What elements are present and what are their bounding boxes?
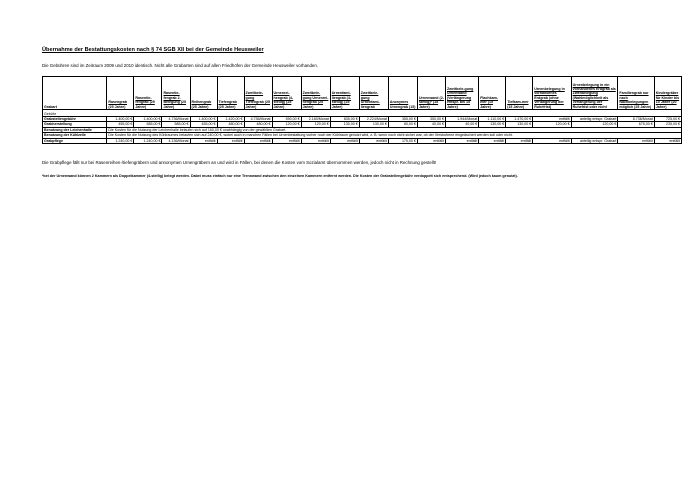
table-cell: 725,00 €: [654, 117, 681, 122]
column-header: Zweitbele-gung Urnenfami-liengrab: [359, 77, 388, 110]
table-cell: 120,00 €: [533, 122, 571, 127]
column-header: Rasentie-fengrab (25 Jahre): [134, 77, 162, 110]
table-cell: 1.420,00 €: [217, 117, 244, 122]
table-cell: 40,00 €: [417, 122, 445, 127]
table-cell: 675,00 €: [618, 122, 654, 127]
table-cell: entfällt: [244, 138, 272, 143]
table-cell: 4.736/Monat: [162, 117, 190, 122]
table-cell: entfällt: [217, 138, 244, 143]
table-cell: entfällt: [479, 138, 506, 143]
table-cell: entfällt: [301, 138, 330, 143]
intro-text: Die Gebühren sind im Zeitraum 2009 und 2010 identisch. Nicht alle Grabarten sind auf allen Friedhöfen der Gemeinde Heusweiler vorhanden.: [42, 63, 319, 68]
table-cell: 1.470,00 €: [506, 117, 533, 122]
table-cell: entfällt: [654, 138, 681, 143]
section-label: Gebühr: [43, 110, 682, 117]
table-cell: 1.400,00 €: [107, 117, 134, 122]
table-cell: entfällt: [417, 138, 445, 143]
table-cell: 4.736/Monat: [244, 117, 272, 122]
column-header: Zweitbele-gung Tiefengrab (25 Jahre): [244, 77, 272, 110]
table-cell: 1.944/Monat: [445, 117, 478, 122]
table-cell: 130,00 €: [506, 122, 533, 127]
table-cell: 350,00 €: [417, 117, 445, 122]
table-cell: 2.224/Monat: [359, 117, 388, 122]
column-header: Zweitbele-gung Urnenwand (Verlängerung entspr. bis 15 Jahre): [445, 77, 478, 110]
column-header: Rasentie-fengrab 2. Belegung (25 Jahre): [162, 77, 190, 110]
table-cell: 130,00 €: [359, 122, 388, 127]
table-cell: 480,00 €: [217, 122, 244, 127]
table-cell: 175,00 €: [388, 138, 417, 143]
table-cell: 835,00 €: [330, 117, 359, 122]
column-header: Reihengrab (25 Jahre): [190, 77, 217, 110]
footnote: *bei der Urnenwand können 2 Kammern als Doppelkammer (4-stellig) belegt werden. Dabei muss einfach nur eine Trennwand zwischen den einzelnen Kammern entfernt werden. Die Kosten der Grabstellengebühr verdoppelt sich entsprechend. (Wird jedoch kaum genutzt).: [42, 174, 518, 178]
table-cell: 2.160/Monat: [301, 117, 330, 122]
column-header: Urnenwand (2-stellig)* (15 Jahre): [417, 77, 445, 110]
column-header: Tiefkam-mer (15 Jahre): [506, 77, 533, 110]
table-cell: 585,00 €: [134, 122, 162, 127]
table-cell: 1.110,00 €: [479, 117, 506, 122]
column-header: Flachkam-mer (15 Jahre): [479, 77, 506, 110]
table-cell: 455,00 €: [190, 122, 217, 127]
column-header: Kindergräber für Kinder bis 10 Jahre (20 Jahre): [654, 77, 681, 110]
row-label: Benutzung der Kühlzelle: [43, 133, 107, 138]
table-cell: 40,00 €: [445, 122, 478, 127]
table-cell: entfällt: [330, 138, 359, 143]
corner-label: Grabart: [43, 77, 107, 110]
column-header: Rasengrab (25 Jahre): [107, 77, 134, 110]
row-label: Benutzung der Leichenhalle: [43, 127, 107, 132]
table-cell: 120,00 €: [272, 122, 301, 127]
column-header: Familiengrab nur nach Nachbelegungen möglich (25 Jahre): [618, 77, 654, 110]
table-cell: entfällt: [190, 138, 217, 143]
leichenhalle-text: Die Kosten für die Nutzung der Leichenhalle belaufen sich auf 160,00 € unabhängig von der gewählten Grabart.: [107, 127, 682, 132]
column-header: Urnenbelegung in ein vorhandenes Erdgrab als Zweitbelegung (Wahlmöglichkeit als Verlängerung der Ruhefrist oder nicht: [571, 77, 618, 110]
header-row: [43, 77, 682, 110]
row-label: Grabpflege: [43, 138, 107, 143]
table-cell: 355,00 €: [388, 117, 417, 122]
table-cell: 4.136/Monat: [162, 138, 190, 143]
table-cell: entfällt: [533, 138, 571, 143]
table-cell: entfällt: [618, 138, 654, 143]
section-row: [43, 110, 682, 117]
column-header: Tiefengrab (25 Jahre): [217, 77, 244, 110]
table-cell: 8.736/Monat: [618, 117, 654, 122]
column-header: Anonymes Urnengrab (15): [388, 77, 417, 110]
fee-table: [42, 76, 682, 144]
table-cell: 1.240,00 €: [134, 138, 162, 143]
table-cell: 130,00 €: [330, 122, 359, 127]
table-cell: 1.400,00 €: [134, 117, 162, 122]
table-cell: entfällt: [506, 138, 533, 143]
grabpflege-note: Die Grabpflege fällt nur bei Rasenreihen-/tiefengräbern und annonymen Urnengräbern an und wird in Fällen, bei denen die Kosten vom Sozialamt übernommen werden, jedoch nicht in Rechnung gestellt!: [42, 160, 437, 165]
table-cell: 120,00 €: [571, 122, 618, 127]
table-cell: entfällt: [272, 138, 301, 143]
table-cell: 1.400,00 €: [190, 117, 217, 122]
column-header: Urnenbelegung in vorhandenes Erdgrab (ohne Verlängerung der Ruhefrist): [533, 77, 571, 110]
table-cell: anteilig entspr. Grabart: [571, 117, 618, 122]
table-cell: 590,00 €: [272, 117, 301, 122]
row-label: Grabherstellung: [43, 122, 107, 127]
column-header: Urnenfami-liengrab (4-stellig) (25 Jahre): [330, 77, 359, 110]
table-cell: 60,00 €: [388, 122, 417, 127]
column-header: Zweitbele-gung Urnenrei-hengrab (25 Jahre): [301, 77, 330, 110]
kuehlzelle-text: Die Kosten für die Nutzung des Kühlraumes belaufen sich auf 240,00 €, wobei auch in manchen Fällen bei Urnenbestattung vorher noch der Kühlraum genutzt wird, z. B. wenn noch nicht sicher war, ob der Verstorbene eingeäschert werden soll oder nicht.: [107, 133, 682, 138]
table-cell: 120,00 €: [301, 122, 330, 127]
table-cell: anteilig entspr. Grabart: [571, 138, 618, 143]
table-cell: entfällt: [533, 117, 571, 122]
table-cell: 480,00 €: [244, 122, 272, 127]
table-cell: 585,00 €: [162, 122, 190, 127]
table-cell: 455,00 €: [107, 122, 134, 127]
document-title: Übernahme der Bestattungskosten nach § 74 SGB XII bei der Gemeinde Heusweiler: [42, 47, 264, 53]
column-header: Urnenrei-hengrab (4-stellig) (25 Jahre): [272, 77, 301, 110]
table-cell: entfällt: [445, 138, 478, 143]
row-label: Grabstellengebühr: [43, 117, 107, 122]
table-cell: 130,00 €: [479, 122, 506, 127]
table-cell: 235,00 €: [654, 122, 681, 127]
table-cell: 1.240,00 €: [107, 138, 134, 143]
table-cell: entfällt: [359, 138, 388, 143]
table-row: [43, 138, 682, 143]
